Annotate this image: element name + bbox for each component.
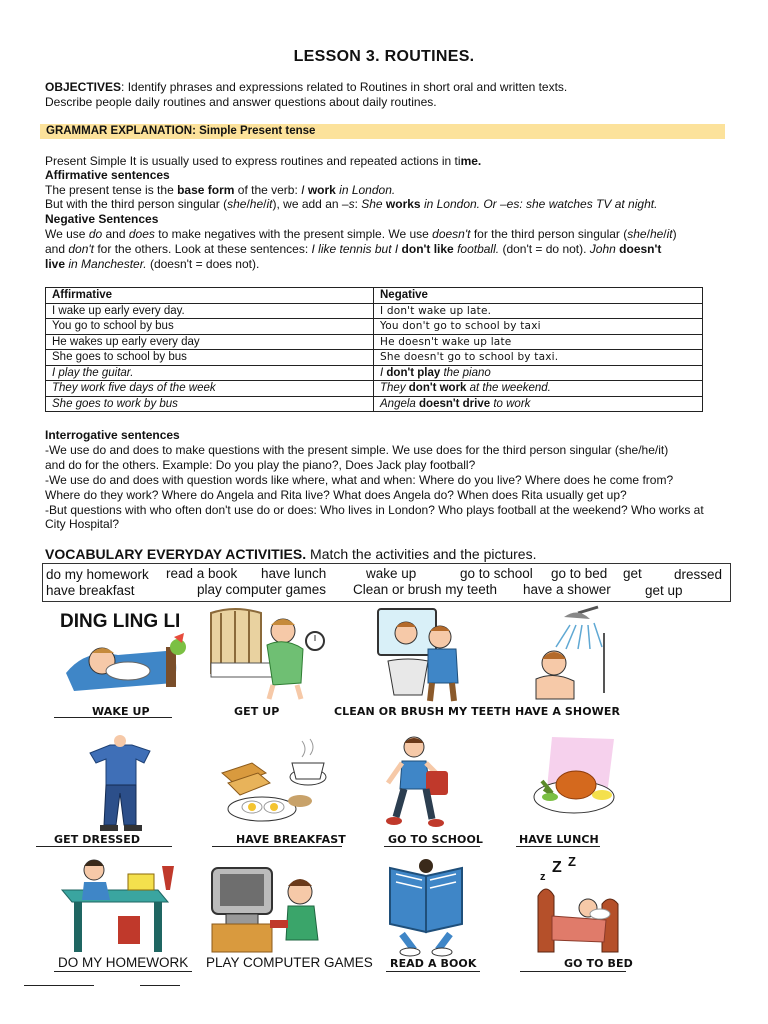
cell-negative: I don't wake up late.	[374, 303, 703, 319]
interrogative-line: -We use do and does with question words like where, what and when: Where do you live? Where does he come from?	[45, 473, 674, 487]
affirmative-heading: Affirmative sentences	[45, 168, 170, 182]
interrogative-line: Where do they work? Where do Angela and Rita live? What does Angela do? When does Rita usually get up?	[45, 488, 627, 502]
go-to-bed-picture	[530, 856, 625, 956]
answer-underline	[520, 971, 626, 972]
caption-lunch: HAVE LUNCH	[519, 833, 599, 846]
affirmative-line-1: The present tense is the base form of the verb: I work in London.	[45, 183, 396, 197]
cell-affirmative: They work five days of the week	[46, 381, 374, 397]
vocab-word: read a book	[166, 566, 238, 581]
header-negative: Negative	[374, 288, 703, 304]
interrogative-line: City Hospital?	[45, 517, 120, 531]
table-row	[46, 365, 703, 381]
answer-underline	[384, 846, 480, 847]
objectives-line-2: Describe people daily routines and answer questions about daily routines.	[45, 95, 437, 109]
table-row	[46, 334, 703, 350]
cell-negative: Angela doesn't drive to work	[374, 396, 703, 412]
cell-negative: She doesn't go to school by taxi.	[374, 350, 703, 366]
caption-read-a-book: READ A BOOK	[390, 957, 477, 970]
breakfast-picture	[212, 733, 332, 833]
caption-get-up: GET UP	[234, 705, 280, 718]
cell-negative: He doesn't wake up late	[374, 334, 703, 350]
answer-underline	[212, 846, 342, 847]
cell-affirmative: I wake up early every day.	[46, 303, 374, 319]
answer-underline	[24, 985, 94, 986]
negative-line-1: We use do and does to make negatives with the present simple. We use doesn't for the third person singular (she/he/it)	[45, 227, 677, 241]
computer-games-picture	[208, 862, 328, 957]
vocab-word: wake up	[366, 566, 417, 581]
cell-affirmative: She goes to work by bus	[46, 396, 374, 412]
lunch-picture	[526, 733, 621, 828]
interrogative-heading: Interrogative sentences	[45, 428, 180, 442]
answer-underline	[36, 846, 172, 847]
svg-text:Z: Z	[568, 856, 576, 869]
cell-affirmative: I play the guitar.	[46, 365, 374, 381]
svg-text:DING LING LI: DING LING LI	[60, 611, 181, 632]
header-affirmative: Affirmative	[46, 288, 374, 304]
caption-go-to-school: GO TO SCHOOL	[388, 833, 484, 846]
vocab-word: have lunch	[261, 566, 327, 581]
caption-breakfast: HAVE BREAKFAST	[236, 833, 346, 846]
table-row	[46, 319, 703, 335]
interrogative-line: -We use do and does to make questions with the present simple. We use does for the third person singular (she/he/it)	[45, 443, 669, 457]
intro-line: Present Simple It is usually used to express routines and repeated actions in time.	[45, 154, 482, 168]
answer-underline	[140, 985, 180, 986]
caption-go-to-bed: GO TO BED	[564, 957, 633, 970]
caption-computer-games: PLAY COMPUTER GAMES	[206, 955, 373, 970]
vocab-word: go to bed	[551, 566, 608, 581]
svg-text:z: z	[540, 871, 546, 883]
caption-wake-up: WAKE UP	[92, 705, 150, 718]
caption-get-dressed: GET DRESSED	[54, 833, 141, 846]
vocab-word: do my homework	[46, 567, 149, 582]
table-row	[46, 350, 703, 366]
go-to-school-picture	[380, 733, 460, 833]
cell-negative: You don't go to school by taxi	[374, 319, 703, 335]
answer-underline	[516, 846, 600, 847]
affirmative-line-2: But with the third person singular (she/he/it), we add an –s: She works in London. Or –es: she watches TV at night.	[45, 197, 658, 211]
vocab-word: go to school	[460, 566, 533, 581]
vocab-word: have breakfast	[46, 583, 135, 598]
get-dressed-picture	[80, 733, 160, 833]
answer-underline	[54, 971, 192, 972]
negative-line-2: and don't for the others. Look at these sentences: I like tennis but I don't like football. (don't = do not). John doesn't	[45, 242, 662, 256]
svg-text:Z: Z	[552, 859, 562, 876]
vocab-word: dressed	[674, 567, 723, 582]
negative-line-3: live in Manchester. (doesn't = does not).	[45, 257, 260, 271]
grammar-heading-bar: GRAMMAR EXPLANATION: Simple Present tense	[40, 124, 725, 139]
cell-negative: They don't work at the weekend.	[374, 381, 703, 397]
answer-underline	[386, 971, 480, 972]
wake-up-picture	[56, 603, 191, 703]
vocab-word: have a shower	[523, 582, 611, 597]
table-header-row	[46, 288, 703, 304]
vocab-word: get	[623, 566, 642, 581]
table-row	[46, 303, 703, 319]
get-up-picture	[205, 603, 330, 703]
table-row	[46, 396, 703, 412]
negative-heading: Negative Sentences	[45, 212, 159, 226]
cell-negative: I don't play the piano	[374, 365, 703, 381]
read-a-book-picture	[386, 858, 466, 958]
interrogative-line: -But questions with who often don't use do or does: Who lives in London? Who plays football at the weekend? Who works at	[45, 503, 704, 517]
cell-affirmative: She goes to school by bus	[46, 350, 374, 366]
cell-affirmative: He wakes up early every day	[46, 334, 374, 350]
vocab-word: play computer games	[197, 582, 327, 597]
caption-brush-teeth: CLEAN OR BRUSH MY TEETH	[334, 705, 511, 718]
grammar-table	[45, 287, 703, 412]
homework-picture	[58, 856, 183, 956]
interrogative-line: and do for the others. Example: Do you play the piano?, Does Jack play football?	[45, 458, 476, 472]
table-row	[46, 381, 703, 397]
brush-teeth-picture	[370, 603, 465, 703]
vocab-word: Clean or brush my teeth	[353, 582, 498, 597]
vocab-title: VOCABULARY EVERYDAY ACTIVITIES. Match the activities and the pictures.	[45, 546, 537, 562]
caption-homework: DO MY HOMEWORK	[58, 955, 189, 970]
cell-affirmative: You go to school by bus	[46, 319, 374, 335]
shower-picture	[520, 603, 620, 703]
page-title: LESSON 3. ROUTINES.	[293, 48, 475, 65]
vocab-word: get up	[645, 583, 683, 598]
objectives-line-1: OBJECTIVES: Identify phrases and expressions related to Routines in short oral and written texts.	[45, 80, 568, 94]
caption-shower: HAVE A SHOWER	[515, 705, 621, 718]
